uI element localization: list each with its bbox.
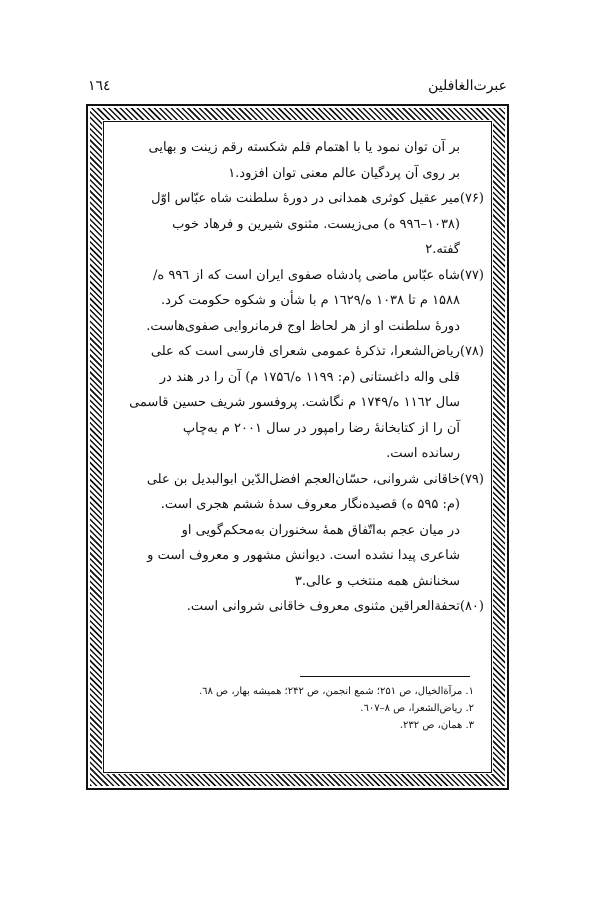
entry-80: (۸۰)تحفة‌العراقین مثنوی معروف خاقانی شروانی است.	[186, 599, 484, 614]
footnote-separator	[300, 676, 470, 677]
text-line: شاعری پیدا نشده است. دیوانش مشهور و معروف است و	[147, 548, 460, 563]
page-header	[88, 78, 507, 98]
text-line: سخنانش همه منتخب و عالی.۳	[294, 573, 460, 589]
entry-78: (۷۸)ریاض‌الشعرا، تذکرۀ عمومی شعرای فارسی است که علی	[150, 344, 484, 359]
entry-76: (۷۶)میر عقیل کوثری همدانی در دورۀ سلطنت شاه عبّاس اوّل	[151, 191, 484, 206]
text-line: دورۀ سلطنت او از هر لحاظ اوج فرمانروایی صفوی‌هاست.	[146, 318, 460, 334]
entry-79: (۷۹)خاقانی شروانی، حسّان‌العجم افضل‌الدّین ابوالبدیل بن علی	[146, 471, 484, 487]
text-line: (م: ۵۹۵ ه) قصیده‌نگار معروف سدۀ ششم هجری است.	[160, 497, 460, 512]
page-number: ۱٦٤	[88, 78, 111, 94]
text-line: در میان عجم به‌اتّفاق همۀ سخنوران به‌محکم‌گویی او	[181, 522, 460, 538]
text-line: بر آن توان نمود یا با اهتمام قلم شکسته رقم زینت و بهایی	[148, 140, 460, 155]
footnote-2: ۲. ریاض‌الشعرا، ص ۸–٦۰۷.	[360, 703, 474, 714]
text-line: آن را از کتابخانۀ رضا رامپور در سال ۲۰۰۱ م به‌چاپ	[182, 420, 460, 436]
footnote-1: ۱. مرآة‌الخیال، ص ۲۵۱؛ شمع انجمن، ص ۲۴۲؛ همیشه بهار، ص ٦۸.	[198, 686, 474, 697]
text-line: رسانده است.	[386, 446, 460, 461]
body-text	[112, 135, 484, 620]
text-line: گفته.۲	[425, 242, 460, 257]
text-line: بر روی آن پردگیان عالم معنی توان افزود.۱	[228, 165, 460, 181]
text-line: سال ۱۱٦۲ ه/۱۷۴۹ م نگاشت. پروفسور شریف حسین قاسمی	[129, 395, 460, 410]
text-line: (۱۰۳۸–۹۹٦ ه) می‌زیست. مثنوی شیرین و فرهاد خوب	[172, 216, 460, 232]
running-title: عبرت‌الغافلین	[428, 78, 507, 94]
footnotes	[112, 683, 484, 734]
entry-77: (۷۷)شاه عبّاس ماضی پادشاه صفوی ایران است که از ۹۹٦ ه/	[153, 267, 484, 283]
text-line: ۱۵۸۸ م تا ۱۰۳۸ ه/۱٦۲۹ م با شأن و شکوه حکومت کرد.	[161, 293, 460, 308]
text-line: قلی واله داغستانی (م: ۱۱۹۹ ه/۱۷۵٦ م) آن را در هند در	[159, 369, 460, 385]
footnote-3: ۳. همان، ص ۲۳۲.	[399, 720, 474, 731]
